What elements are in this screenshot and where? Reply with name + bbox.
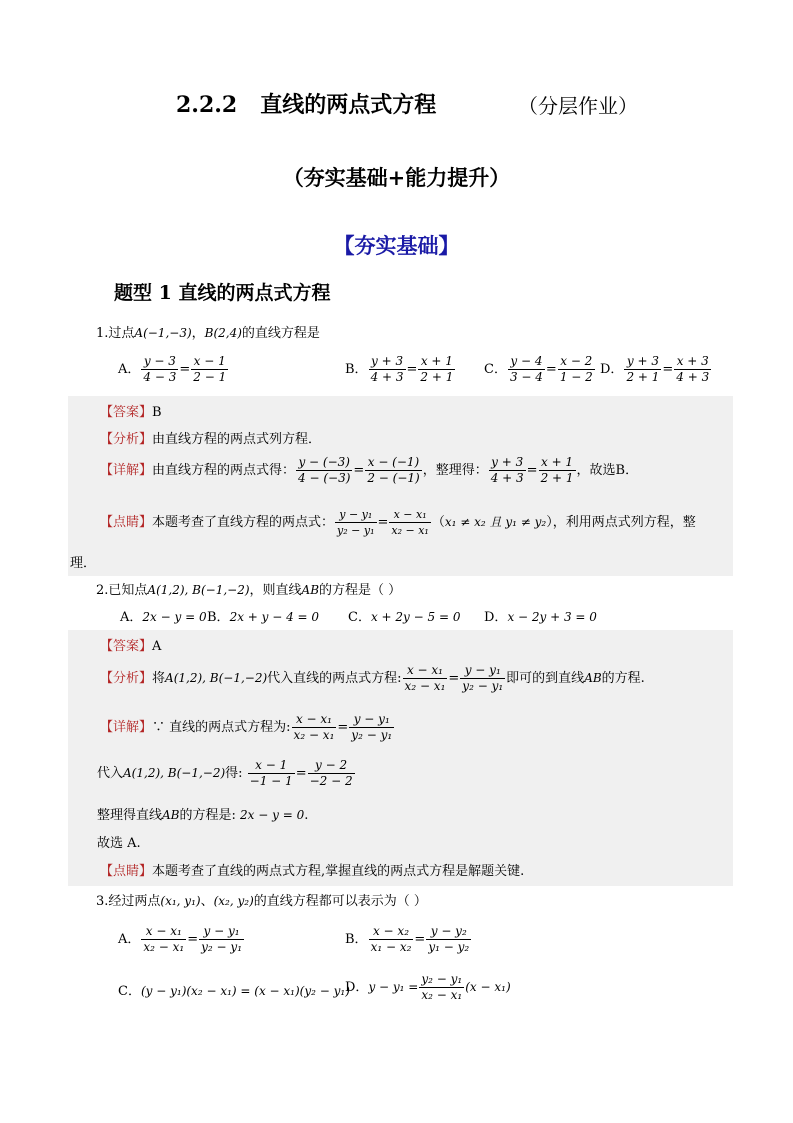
q2-option-d: D．x − 2y + 3 = 0 <box>484 610 597 625</box>
q2-option-c: C．x + 2y − 5 = 0 <box>348 610 461 625</box>
q3-option-d: D．y − y₁ = $\frac{\text{y₂ − y₁}}{\text{x₂ − x₁}}$ (x − x₁) <box>345 972 511 1002</box>
q3-option-a: A． $\frac{\text{x − x₁}}{\text{x₂ − x₁}}$ = $\frac{\text{y − y₁}}{\text{y₂ − y₁}}$ <box>118 924 243 954</box>
q1-comment-cont: 理． <box>70 556 97 571</box>
section-heading: 【夯实基础】 <box>333 233 460 258</box>
q2-detail: 【详解】∵ 直线的两点式方程为: $\frac{\text{x − x₁}}{\text{x₂ − x₁}}$ = $\frac{\text{y − y₁}}{\text{y₂ − y₁}}$ <box>100 712 393 742</box>
q1-solution-box <box>68 396 733 576</box>
q3-stem: 3.经过两点(x₁, y₁)、(x₂, y₂)的直线方程都可以表示为（ ） <box>96 894 427 909</box>
question-type-heading: 题型 1 直线的两点式方程 <box>114 282 331 304</box>
page-title-tag: （分层作业） <box>518 94 638 118</box>
q3-option-c: C．(y − y₁)(x₂ − x₁) = (x − x₁)(y₂ − y₁) <box>118 984 350 999</box>
q1-option-c: C． $\frac{y - 4}{3 - 4}$ = $\frac{x - 2}{1 - 2}$ <box>484 354 593 384</box>
q2-option-b: B．2x + y − 4 = 0 <box>207 610 320 625</box>
q1-answer: 【答案】B <box>100 405 162 420</box>
q3-option-b: B． $\frac{\text{x − x₂}}{\text{x₁ − x₂}}$ = $\frac{\text{y − y₂}}{\text{y₁ − y₂}}$ <box>345 924 470 954</box>
q1-option-d: D． $\frac{y + 3}{2 + 1}$ = $\frac{x + 3}{4 + 3}$ <box>600 354 710 384</box>
q2-substitution: 代入A(1,2), B(−1,−2)得: $\frac{x - 1}{-1 - 1}$ = $\frac{y - 2}{-2 - 2}$ <box>97 758 353 788</box>
q1-stem: 1.过点A(−1,−3)，B(2,4)的直线方程是 <box>96 326 320 341</box>
q1-detail: 【详解】由直线方程的两点式得： $\frac{y - (-3)}{4 - (-3)}$ = $\frac{x - (-1)}{2 - (-1)}$ ，整理得： $\frac{y + 3}{4 + 3}$ = $\frac{x + 1}{2 + 1}$ ，故选B． <box>100 455 639 485</box>
q1-option-b: B． $\frac{y + 3}{4 + 3}$ = $\frac{x + 1}{2 + 1}$ <box>345 354 454 384</box>
q2-choose: 故选 A. <box>97 836 141 851</box>
q1-analysis: 【分析】由直线方程的两点式列方程． <box>100 432 322 447</box>
q2-simplified: 整理得直线AB的方程是: 2x − y = 0. <box>97 808 309 823</box>
q2-stem: 2.已知点A(1,2), B(−1,−2)，则直线AB的方程是（ ） <box>96 583 402 598</box>
q1-comment: 【点睛】本题考查了直线方程的两点式： $\frac{\text{y − y₁}}{\text{y₂ − y₁}}$ = $\frac{\text{x − x₁}}{\text{x₂ − x₁}}$ （x₁ ≠ x₂ 且 y₁ ≠ y₂），利用两点式列方程，整 <box>100 508 696 537</box>
q2-answer: 【答案】A <box>100 639 162 654</box>
page-subtitle: （夯实基础+能力提升） <box>282 165 511 190</box>
q2-analysis: 【分析】将A(1,2), B(−1,−2)代入直线的两点式方程: $\frac{\text{x − x₁}}{\text{x₂ − x₁}}$ = $\frac{\text{y − y₁}}{\text{y₂ − y₁}}$ 即可的到直线AB的方程. <box>100 663 645 693</box>
page-title: 2.2.2 直线的两点式方程 <box>176 92 437 118</box>
q2-comment: 【点睛】本题考查了直线的两点式方程,掌握直线的两点式方程是解题关键. <box>100 864 525 879</box>
q1-option-a: A． $\frac{y - 3}{4 - 3}$ = $\frac{x - 1}{2 - 1}$ <box>118 354 227 384</box>
q2-option-a: A．2x − y = 0 <box>120 610 207 625</box>
